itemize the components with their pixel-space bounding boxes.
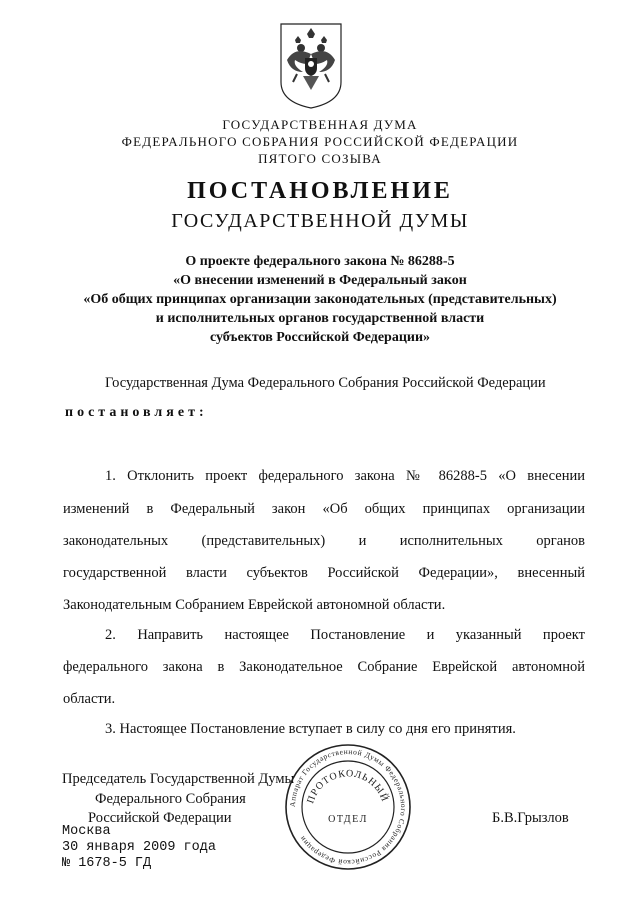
bill-title-line: «О внесении изменений в Федеральный закон (173, 273, 467, 288)
protocol-department-stamp (283, 742, 413, 872)
resolve-word: постановляет: (65, 405, 208, 420)
bill-title-line: и исполнительных органов государственной власти (155, 311, 485, 326)
coat-of-arms-emblem (277, 20, 345, 110)
preamble-text: Государственная Дума Федерального Собрания Российской Федерации (105, 375, 546, 391)
paragraph-2-line: федерального закона в Законодательное Собрание Еврейской автономной (63, 659, 585, 675)
stamp-ring-text: Аппарат Государственной Думы Федерального Собрания Российской Федерации (287, 746, 409, 868)
document-date: 30 января 2009 года (62, 840, 216, 855)
document-city: Москва (62, 824, 111, 839)
document-title: ПОСТАНОВЛЕНИЕ (187, 178, 453, 204)
paragraph-1-line: законодательных (представительных) и исполнительных органов (63, 533, 585, 549)
paragraph-1-line: государственной власти субъектов Российской Федерации», внесенный (63, 565, 585, 581)
paragraph-2-line: области. (63, 691, 116, 707)
document-number: № 1678-5 ГД (62, 856, 152, 871)
paragraph-3-line: 3. Настоящее Постановление вступает в силу со дня его принятия. (105, 721, 516, 737)
signatory-position: Российской Федерации (88, 810, 232, 826)
svg-text:Аппарат Государственной Думы Ф (288, 747, 408, 867)
stamp-arc-text: ПРОТОКОЛЬНЫЙ (305, 768, 391, 806)
org-line-federal-assembly: ФЕДЕРАЛЬНОГО СОБРАНИЯ РОССИЙСКОЙ ФЕДЕРАЦИИ (121, 134, 519, 149)
paragraph-1-line: 1. Отклонить проект федерального закона № 86288-5 «О внесении (105, 468, 585, 484)
svg-text:ПРОТОКОЛЬНЫЙ (305, 768, 391, 805)
paragraph-1-line: изменений в Федеральный закон «Об общих принципах организации (63, 501, 585, 517)
document-subtitle: ГОСУДАРСТВЕННОЙ ДУМЫ (171, 210, 469, 232)
org-line-convocation: ПЯТОГО СОЗЫВА (258, 151, 382, 166)
signatory-position: Председатель Государственной Думы (62, 771, 295, 787)
bill-title-line: «Об общих принципах организации законодательных (представительных) (83, 292, 557, 307)
org-line-duma: ГОСУДАРСТВЕННАЯ ДУМА (222, 117, 418, 132)
paragraph-1-line: Законодательным Собранием Еврейской автономной области. (63, 597, 446, 613)
signatory-name: Б.В.Грызлов (492, 810, 569, 826)
signatory-position: Федерального Собрания (95, 791, 246, 807)
paragraph-2-line: 2. Направить настоящее Постановление и указанный проект (105, 627, 585, 643)
bill-title-line: субъектов Российской Федерации» (209, 330, 431, 345)
bill-title-line: О проекте федерального закона № 86288-5 (185, 254, 455, 269)
stamp-center-text: ОТДЕЛ (328, 814, 368, 825)
